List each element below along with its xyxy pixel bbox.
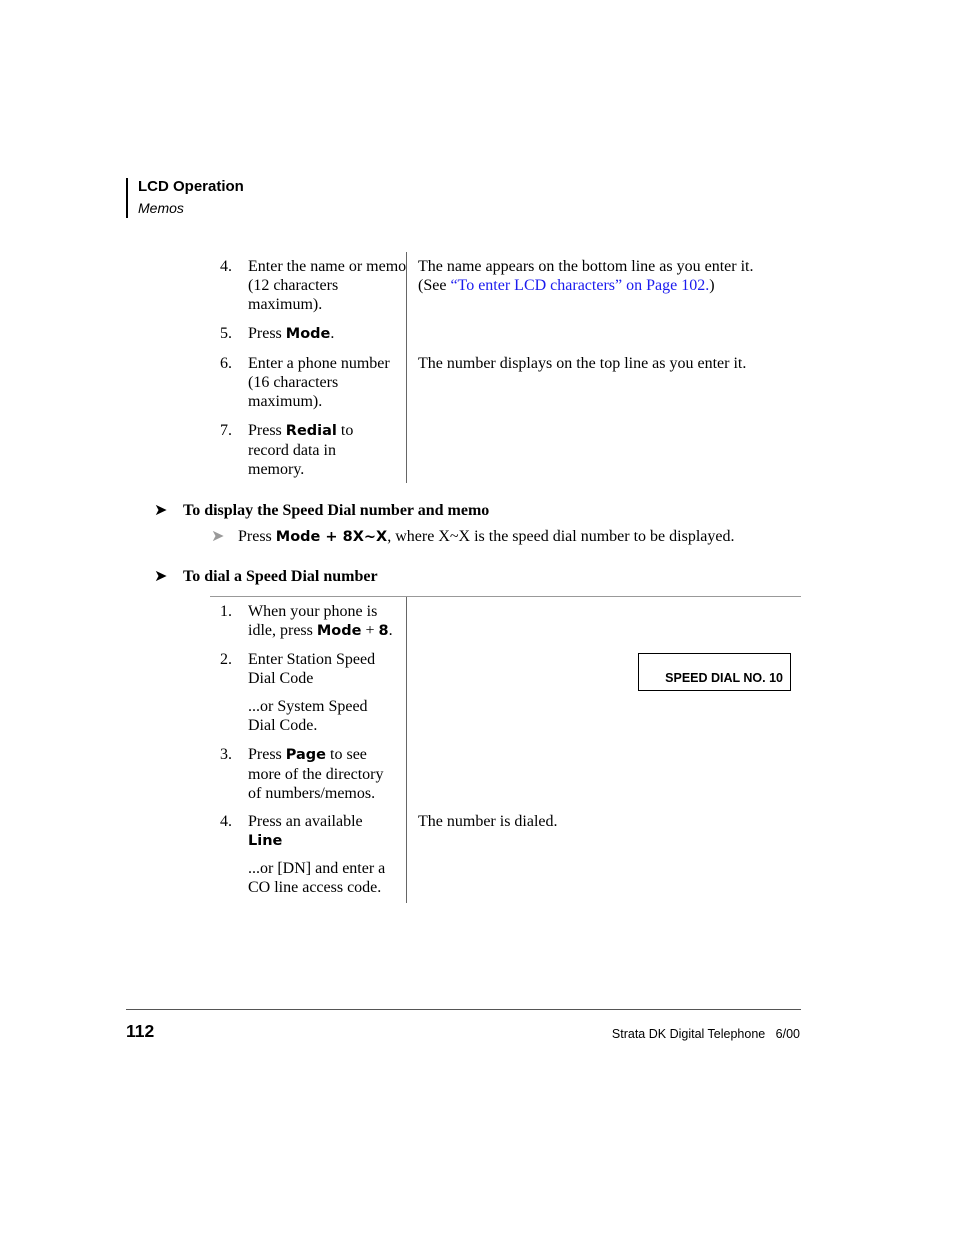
step-text: Enter a phone number (16 characters maximum). xyxy=(248,355,390,410)
step-text: Press Mode. xyxy=(248,325,335,342)
page-key: Page xyxy=(285,747,327,763)
mode-8xx-key: Mode + 8X~X xyxy=(275,529,388,545)
step-number: 7. xyxy=(220,422,232,439)
step-result: The number displays on the top line as you enter it. xyxy=(418,355,747,372)
redial-key: Redial xyxy=(285,423,337,439)
step-number: 2. xyxy=(220,651,232,668)
step-number: 1. xyxy=(220,603,232,620)
step-text: Enter the name or memo (12 characters maximum). xyxy=(248,258,407,313)
step-number: 4. xyxy=(220,258,232,275)
step-number: 4. xyxy=(220,813,232,830)
step-text: Enter Station Speed Dial Code xyxy=(248,651,376,687)
step-text: Press an available Line xyxy=(248,813,363,849)
step-result: The name appears on the bottom line as you enter it. xyxy=(418,258,754,275)
mode-key: Mode xyxy=(316,623,362,639)
eight-key: 8 xyxy=(378,623,389,639)
lcd-display-text: SPEED DIAL NO. 10 xyxy=(665,671,783,685)
section-arrow-icon: ➤ xyxy=(154,500,168,519)
step-result-reference: (See “To enter LCD characters” on Page 102.) xyxy=(418,277,715,294)
step-text: Press Page to see more of the directory of numbers/memos. xyxy=(248,746,384,802)
step-result: The number is dialed. xyxy=(418,813,558,830)
step-text: Press Redial to record data in memory. xyxy=(248,422,354,478)
page-number: 112 xyxy=(126,1021,155,1041)
display-instruction: Press Mode + 8X~X, where X~X is the speed dial number to be displayed. xyxy=(238,528,735,545)
step-alt-text: ...or System Speed Dial Code. xyxy=(248,698,368,734)
mode-key: Mode xyxy=(285,326,331,342)
footer-rule xyxy=(126,1009,801,1010)
bullet-arrow-icon: ➤ xyxy=(211,526,225,545)
header-rule xyxy=(126,178,128,218)
footer-text: Strata DK Digital Telephone 6/00 xyxy=(611,1027,800,1041)
step-number: 3. xyxy=(220,746,232,763)
step-text: When your phone is idle, press Mode + 8. xyxy=(248,603,393,639)
step-number: 6. xyxy=(220,355,232,372)
table2-divider xyxy=(406,597,407,903)
lcd-display xyxy=(638,653,791,691)
section-arrow-icon: ➤ xyxy=(154,566,168,585)
reference-link[interactable]: “To enter LCD characters” on Page 102. xyxy=(450,277,710,294)
step-alt-text: ...or [DN] and enter a CO line access code. xyxy=(248,860,386,896)
step-number: 5. xyxy=(220,325,232,342)
chapter-title: LCD Operation xyxy=(138,178,244,195)
section-heading-display: To display the Speed Dial number and memo xyxy=(183,502,490,519)
table2-top-rule xyxy=(210,596,801,597)
line-key: Line xyxy=(248,833,283,849)
section-subtitle: Memos xyxy=(138,200,184,216)
section-heading-dial: To dial a Speed Dial number xyxy=(183,568,378,585)
